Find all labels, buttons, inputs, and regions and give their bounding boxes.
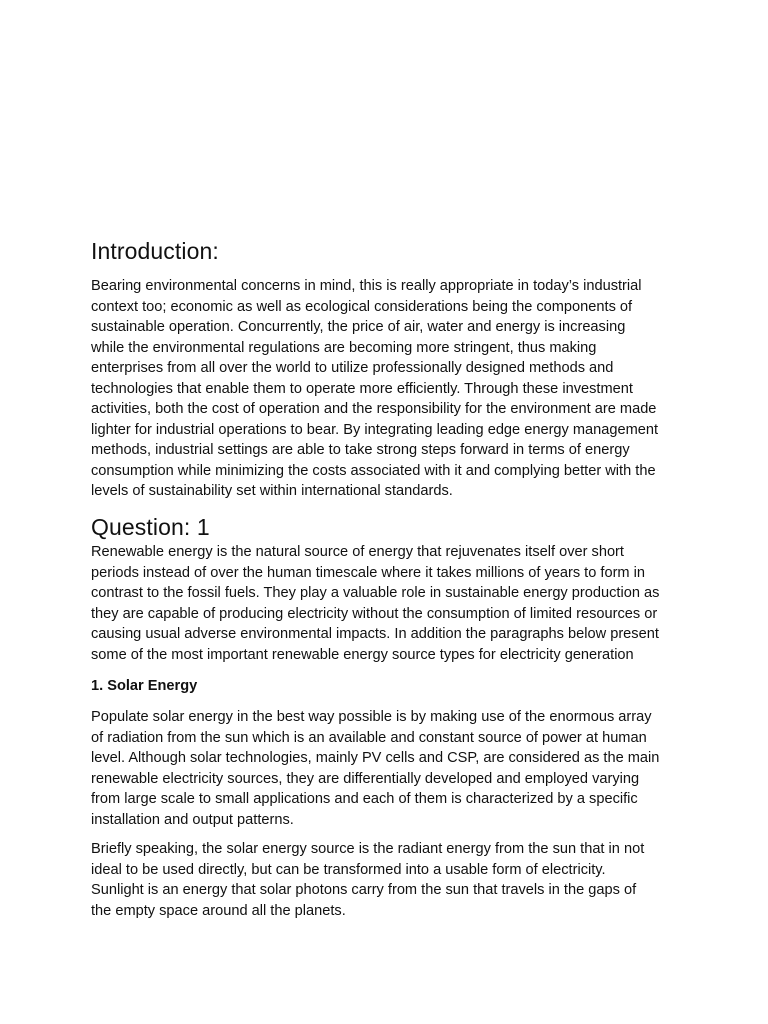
paragraph-line: they are capable of producing electricity without the consumption of limited resources or <box>91 605 658 622</box>
introduction-paragraph <box>91 276 691 502</box>
paragraph-line: methods, industrial settings are able to take strong steps forward in terms of energy <box>91 442 630 458</box>
paragraph-line: renewable electricity sources, they are differentially developed and employed varying <box>91 770 640 787</box>
paragraph-line: enterprises from all over the world to utilize professionally designed methods and <box>91 360 614 376</box>
paragraph-line: causing usual adverse environmental impacts. In addition the paragraphs below present <box>91 626 659 642</box>
question-1-paragraph <box>91 542 691 665</box>
solar-energy-paragraph-1 <box>91 707 691 830</box>
paragraph-line: sustainable operation. Concurrently, the price of air, water and energy is increasing <box>91 319 626 335</box>
solar-energy-paragraph-2 <box>91 839 691 921</box>
paragraph-line: of radiation from the sun which is an available and constant source of power at human <box>91 729 647 746</box>
paragraph-line: the empty space around all the planets. <box>91 902 346 919</box>
paragraph-line: Populate solar energy in the best way possible is by making use of the enormous array <box>91 709 652 725</box>
paragraph-line: lighter for industrial operations to bear. By integrating leading edge energy management <box>91 421 659 438</box>
paragraph-line: level. Although solar technologies, mainly PV cells and CSP, are considered as the main <box>91 750 660 766</box>
introduction-heading: Introduction: <box>91 238 219 264</box>
paragraph-line: ideal to be used directly, but can be transformed into a usable form of electricity. <box>91 861 606 878</box>
paragraph-line: Renewable energy is the natural source of energy that rejuvenates itself over short <box>91 544 624 560</box>
paragraph-line: technologies that enable them to operate more efficiently. Through these investment <box>91 380 633 397</box>
paragraph-line: context too; economic as well as ecological considerations being the components of <box>91 298 633 315</box>
paragraph-line: levels of sustainability set within international standards. <box>91 483 453 499</box>
paragraph-line: activities, both the cost of operation and the responsibility for the environment are made <box>91 401 657 417</box>
paragraph-line: consumption while minimizing the costs associated with it and complying better with the <box>91 462 656 479</box>
paragraph-line: Sunlight is an energy that solar photons carry from the sun that travels in the gaps of <box>91 882 637 898</box>
paragraph-line: while the environmental regulations are becoming more stringent, thus making <box>91 339 597 356</box>
paragraph-line: from large scale to small applications and each of them is characterized by a specific <box>91 791 638 807</box>
solar-energy-heading: 1. Solar Energy <box>91 678 198 694</box>
paragraph-line: contrast to the fossil fuels. They play a valuable role in sustainable energy production as <box>91 585 660 601</box>
question-1-heading: Question: 1 <box>91 514 210 540</box>
paragraph-line: Bearing environmental concerns in mind, this is really appropriate in today’s industrial <box>91 278 642 294</box>
paragraph-line: some of the most important renewable energy source types for electricity generation <box>91 646 634 663</box>
paragraph-line: Briefly speaking, the solar energy source is the radiant energy from the sun that in not <box>91 841 645 857</box>
paragraph-line: periods instead of over the human timescale where it takes millions of years to form in <box>91 564 646 581</box>
paragraph-line: installation and output patterns. <box>91 811 294 828</box>
